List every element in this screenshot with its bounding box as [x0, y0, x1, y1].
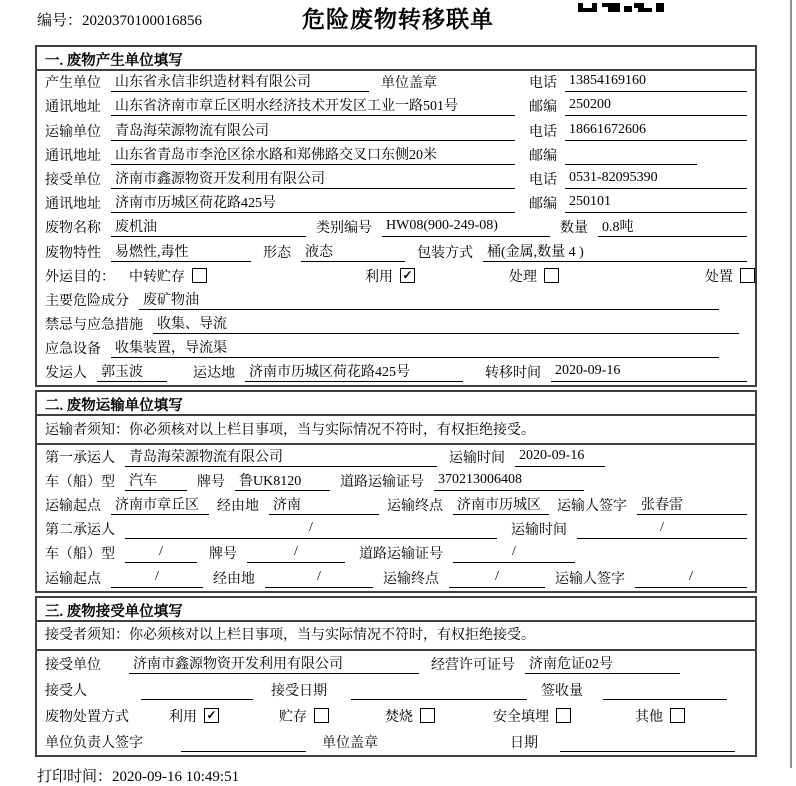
plate-number-label: 牌号 — [209, 547, 237, 563]
vehicle-type-value: / — [125, 544, 197, 563]
producer-phone-value: 13854169160 — [565, 73, 747, 92]
form-row — [37, 337, 755, 361]
checkbox-option-label: 安全填埋 — [493, 709, 549, 725]
form-row — [37, 289, 755, 313]
transport-time-value: 2020-09-16 — [515, 448, 605, 467]
carrier-signature-label: 运输人签字 — [557, 499, 627, 514]
zip-label: 邮编 — [529, 100, 557, 116]
disposal-option-incineration — [385, 706, 435, 726]
form-row — [37, 494, 755, 518]
form-row — [37, 445, 755, 469]
waste-name-label: 废物名称 — [45, 221, 101, 237]
form-row — [37, 361, 755, 385]
phone-label: 电话 — [529, 124, 557, 140]
transport-origin-label: 运输起点 — [45, 571, 101, 587]
hazard-components-value: 废矿物油 — [139, 289, 719, 310]
doc-number-value: 2020370100016856 — [82, 13, 203, 29]
first-carrier-label: 第一承运人 — [45, 450, 115, 466]
via-place-value: / — [265, 569, 373, 588]
form-row — [37, 470, 755, 494]
form-row — [37, 168, 755, 192]
received-qty-value — [603, 681, 727, 700]
transport-origin-value: 济南市章丘区 — [111, 494, 209, 515]
checkbox-option-label: 利用 — [169, 709, 197, 725]
purpose-option-reuse — [365, 266, 415, 286]
transport-time-value: / — [577, 520, 747, 539]
transport-origin-value: / — [111, 569, 203, 588]
form-row — [37, 119, 755, 143]
purpose-option-treatment — [509, 266, 559, 286]
quantity-label: 数量 — [560, 221, 588, 237]
transporter-zip-value — [565, 146, 697, 165]
producer-address-value: 山东省济南市章丘区明水经济技术开发区工业一路501号 — [111, 95, 515, 116]
taboo-measures-label: 禁忌与应急措施 — [45, 318, 143, 334]
manager-signature-label: 单位负责人签字 — [45, 735, 143, 751]
form-row — [37, 729, 755, 755]
transfer-time-value: 2020-09-16 — [551, 363, 747, 382]
second-carrier-value: / — [125, 520, 497, 539]
road-permit-value: / — [453, 544, 575, 563]
zip-label: 邮编 — [529, 148, 557, 164]
purpose-option-disposal — [705, 266, 755, 286]
form-row — [37, 542, 755, 566]
first-carrier-value: 青岛海荣源物流有限公司 — [125, 446, 437, 467]
manager-signature-value — [181, 733, 306, 752]
mail-address-label: 通讯地址 — [45, 100, 101, 116]
notice-text: 你必须核对以上栏目事项，当与实际情况不符时，有权拒绝接受。 — [129, 422, 535, 438]
transport-origin-label: 运输起点 — [45, 499, 101, 514]
transport-time-label: 运输时间 — [449, 450, 505, 466]
date-label: 日期 — [510, 735, 538, 751]
form-row — [37, 313, 755, 337]
phone-label: 电话 — [529, 76, 557, 92]
via-place-value: 济南 — [269, 494, 379, 515]
shipper-value: 郭玉波 — [97, 361, 167, 382]
producer-unit-label: 产生单位 — [45, 76, 101, 92]
checkbox-icon — [556, 708, 571, 723]
section-producer-title: 一. 废物产生单位填写 — [37, 47, 755, 71]
document-header — [0, 0, 796, 45]
road-permit-label: 道路运输证号 — [359, 547, 443, 563]
print-time-label: 打印时间： — [37, 768, 113, 785]
plate-number-value: / — [247, 544, 345, 563]
form-row — [37, 216, 755, 240]
form-row — [37, 95, 755, 119]
checkbox-icon — [740, 268, 755, 283]
form-row — [37, 144, 755, 168]
permit-number-label: 经营许可证号 — [431, 657, 515, 673]
receiver-address-value: 济南市历城区荷花路425号 — [111, 192, 515, 213]
form-state-value: 液态 — [301, 241, 405, 262]
receive-unit-label: 接受单位 — [45, 172, 101, 188]
form-row — [37, 518, 755, 542]
form-row — [37, 265, 755, 289]
form-row — [37, 677, 755, 703]
transport-terminal-label: 运输终点 — [387, 499, 443, 514]
transfer-time-label: 转移时间 — [485, 366, 541, 382]
section-transporter — [35, 390, 757, 592]
taboo-measures-value: 收集、导流 — [153, 313, 739, 334]
road-permit-value: 370213006408 — [434, 472, 584, 491]
receiver-zip-value: 250101 — [565, 194, 747, 213]
carrier-signature-value: / — [635, 569, 747, 588]
phone-label: 电话 — [529, 172, 557, 188]
form-row — [37, 240, 755, 264]
checkbox-icon: ✓ — [400, 268, 415, 283]
waste-character-label: 废物特性 — [45, 245, 101, 261]
second-carrier-label: 第二承运人 — [45, 523, 115, 539]
receive-unit-value: 济南市鑫源物资开发利用有限公司 — [111, 168, 515, 189]
plate-number-label: 牌号 — [197, 474, 225, 490]
road-permit-label: 道路运输证号 — [340, 474, 424, 490]
packing-label: 包装方式 — [417, 245, 473, 261]
unit-seal-label: 单位盖章 — [322, 735, 378, 751]
purpose-option-transfer-storage — [129, 266, 207, 286]
notice-label: 运输者须知： — [45, 422, 129, 438]
producer-zip-value: 250200 — [565, 97, 747, 116]
checkbox-option-label: 处理 — [509, 269, 537, 285]
packing-value: 桶(金属,数量 4 ) — [483, 241, 747, 262]
checkbox-icon: ✓ — [204, 708, 219, 723]
checkbox-icon — [420, 708, 435, 723]
section-transporter-title: 二. 废物运输单位填写 — [37, 392, 755, 416]
mail-address-label: 通讯地址 — [45, 197, 101, 213]
disposal-method-label: 废物处置方式 — [45, 709, 129, 725]
transporter-notice — [37, 416, 755, 445]
accept-date-label: 接受日期 — [271, 683, 327, 699]
checkbox-option-label: 其他 — [635, 709, 663, 725]
transporter-address-value: 山东省青岛市李沧区徐水路和郑佛路交叉口东侧20米 — [111, 144, 515, 165]
notice-label: 接受者须知： — [45, 628, 129, 644]
via-place-label: 经由地 — [213, 571, 255, 587]
checkbox-option-label: 贮存 — [279, 709, 307, 725]
carrier-signature-value: 张春雷 — [637, 494, 747, 515]
hazard-components-label: 主要危险成分 — [45, 293, 129, 309]
checkbox-option-label: 处置 — [705, 269, 733, 285]
form-state-label: 形态 — [263, 245, 291, 261]
checkbox-icon — [544, 268, 559, 283]
plate-number-value: 鲁UK8120 — [235, 470, 330, 491]
print-time-value: 2020-09-16 10:49:51 — [112, 768, 240, 785]
disposal-option-reuse — [169, 706, 219, 726]
unit-seal-label: 单位盖章 — [381, 76, 437, 92]
producer-unit-value: 山东省永信非织造材料有限公司 — [111, 71, 369, 92]
received-qty-label: 签收量 — [541, 683, 583, 699]
via-place-label: 经由地 — [217, 499, 259, 514]
form-row — [37, 703, 755, 729]
category-code-value: HW08(900-249-08) — [382, 218, 550, 237]
page-right-edge — [790, 0, 792, 768]
vehicle-type-label: 车（船）型 — [45, 547, 115, 563]
transport-terminal-value: / — [449, 569, 545, 588]
transport-unit-label: 运输单位 — [45, 124, 101, 140]
waste-character-value: 易燃性,毒性 — [111, 241, 251, 262]
checkbox-option-label: 中转贮存 — [129, 269, 185, 285]
disposal-option-other — [635, 706, 685, 726]
checkbox-icon — [314, 708, 329, 723]
notice-text: 你必须核对以上栏目事项，当与实际情况不符时，有权拒绝接受。 — [129, 628, 535, 644]
acceptor-value — [141, 681, 253, 700]
shipper-label: 发运人 — [45, 366, 87, 382]
disposal-option-storage — [279, 706, 329, 726]
form-row — [37, 651, 755, 677]
permit-number-value: 济南危证02号 — [525, 653, 680, 674]
transport-unit-value: 青岛海荣源物流有限公司 — [111, 120, 515, 141]
receive-unit-label: 接受单位 — [45, 657, 101, 673]
checkbox-icon — [192, 268, 207, 283]
vehicle-type-value: 汽车 — [125, 470, 187, 491]
transport-terminal-label: 运输终点 — [383, 571, 439, 587]
receiver-phone-value: 0531-82095390 — [565, 170, 747, 189]
form-row — [37, 566, 755, 590]
waste-name-value: 废机油 — [111, 216, 306, 237]
receiver-notice — [37, 622, 755, 651]
checkbox-option-label: 焚烧 — [385, 709, 413, 725]
page-title: 危险废物转移联单 — [302, 7, 494, 32]
transport-terminal-value: 济南市历城区 — [453, 494, 549, 515]
disposal-option-landfill — [493, 706, 571, 726]
checkbox-icon — [670, 708, 685, 723]
zip-label: 邮编 — [529, 197, 557, 213]
receive-unit-value: 济南市鑫源物资开发利用有限公司 — [129, 653, 419, 674]
quantity-value: 0.8吨 — [598, 216, 747, 237]
doc-number-label: 编号： — [37, 13, 83, 29]
accept-date-value — [351, 681, 527, 700]
checkbox-option-label: 利用 — [365, 269, 393, 285]
emergency-equipment-value: 收集装置，导流渠 — [111, 337, 719, 358]
section-receiver — [35, 596, 757, 757]
section-producer — [35, 45, 757, 387]
vehicle-type-label: 车（船）型 — [45, 474, 115, 490]
transporter-phone-value: 18661672606 — [565, 122, 747, 141]
section-receiver-title: 三. 废物接受单位填写 — [37, 598, 755, 622]
carrier-signature-label: 运输人签字 — [555, 571, 625, 587]
destination-label: 运达地 — [193, 366, 235, 382]
form-row — [37, 192, 755, 216]
category-code-label: 类别编号 — [316, 221, 372, 237]
transport-time-label: 运输时间 — [511, 523, 567, 539]
destination-value: 济南市历城区荷花路425号 — [245, 361, 463, 382]
form-row — [37, 71, 755, 95]
acceptor-label: 接受人 — [45, 683, 87, 699]
date-value — [560, 733, 735, 752]
emergency-equipment-label: 应急设备 — [45, 342, 101, 358]
purpose-label: 外运目的： — [45, 269, 115, 285]
qr-code-partial-icon — [578, 0, 664, 10]
mail-address-label: 通讯地址 — [45, 148, 101, 164]
